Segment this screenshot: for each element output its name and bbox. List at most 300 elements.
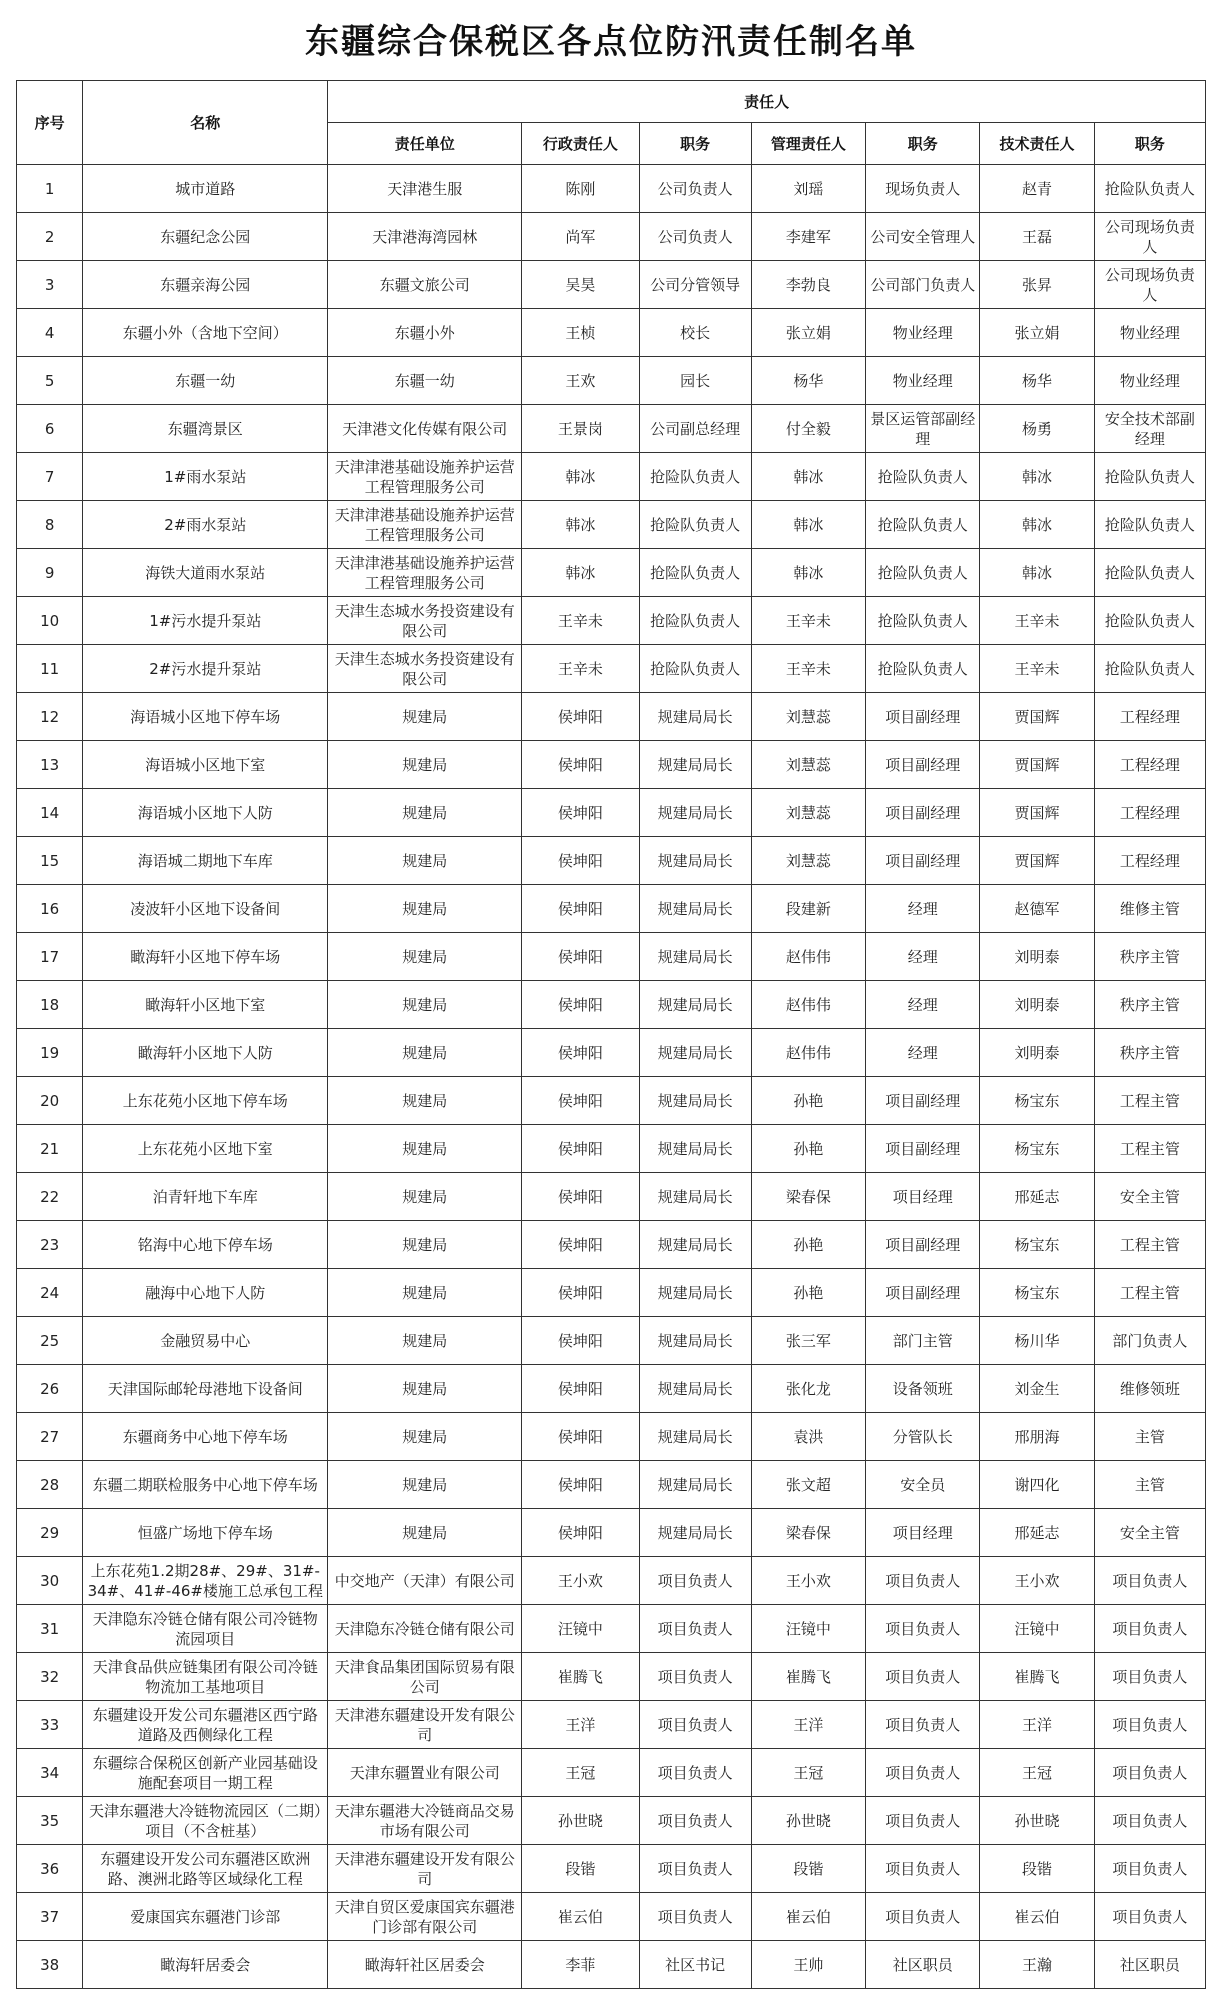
cell-tech: 赵青 [980, 165, 1094, 213]
cell-admin: 王欢 [522, 357, 639, 405]
cell-admin: 崔云伯 [522, 1893, 639, 1941]
table-row [17, 501, 1206, 549]
cell-mgmt-role: 项目副经理 [866, 1077, 980, 1125]
cell-name: 海语城二期地下车库 [83, 837, 328, 885]
cell-unit: 东疆文旅公司 [328, 261, 522, 309]
cell-unit: 规建局 [328, 741, 522, 789]
cell-name: 天津隐东冷链仓储有限公司冷链物流园项目 [83, 1605, 328, 1653]
table-row [17, 1701, 1206, 1749]
table-row [17, 597, 1206, 645]
cell-mgmt-role: 项目负责人 [866, 1605, 980, 1653]
cell-admin: 侯坤阳 [522, 789, 639, 837]
cell-name: 东疆建设开发公司东疆港区欧洲路、澳洲北路等区域绿化工程 [83, 1845, 328, 1893]
cell-mgmt-role: 项目负责人 [866, 1557, 980, 1605]
page-title: 东疆综合保税区各点位防汛责任制名单 [305, 22, 917, 62]
header-unit: 责任单位 [328, 123, 522, 165]
cell-tech: 杨宝东 [980, 1125, 1094, 1173]
cell-tech-role: 安全主管 [1094, 1173, 1205, 1221]
cell-seq: 26 [17, 1365, 83, 1413]
cell-seq: 35 [17, 1797, 83, 1845]
cell-admin-role: 项目负责人 [639, 1653, 751, 1701]
cell-seq: 25 [17, 1317, 83, 1365]
cell-unit: 规建局 [328, 1221, 522, 1269]
cell-tech-role: 秩序主管 [1094, 1029, 1205, 1077]
table-row [17, 1653, 1206, 1701]
cell-admin-role: 项目负责人 [639, 1845, 751, 1893]
cell-unit: 天津港海湾园林 [328, 213, 522, 261]
responsibility-table [16, 80, 1206, 1989]
cell-admin-role: 规建局局长 [639, 1221, 751, 1269]
cell-admin: 侯坤阳 [522, 885, 639, 933]
cell-admin: 侯坤阳 [522, 933, 639, 981]
cell-admin-role: 抢险队负责人 [639, 597, 751, 645]
cell-unit: 东疆小外 [328, 309, 522, 357]
cell-mgmt-role: 项目副经理 [866, 1125, 980, 1173]
cell-seq: 23 [17, 1221, 83, 1269]
cell-admin-role: 公司负责人 [639, 213, 751, 261]
cell-tech-role: 工程经理 [1094, 693, 1205, 741]
cell-seq: 15 [17, 837, 83, 885]
cell-admin: 侯坤阳 [522, 1413, 639, 1461]
cell-seq: 18 [17, 981, 83, 1029]
cell-mgmt-role: 设备领班 [866, 1365, 980, 1413]
cell-tech: 邢延志 [980, 1509, 1094, 1557]
cell-unit: 天津隐东冷链仓储有限公司 [328, 1605, 522, 1653]
cell-mgmt-role: 经理 [866, 1029, 980, 1077]
cell-seq: 9 [17, 549, 83, 597]
cell-admin-role: 规建局局长 [639, 1173, 751, 1221]
cell-tech-role: 物业经理 [1094, 309, 1205, 357]
table-row [17, 789, 1206, 837]
cell-tech: 张立娟 [980, 309, 1094, 357]
cell-tech-role: 工程主管 [1094, 1221, 1205, 1269]
cell-admin: 王冠 [522, 1749, 639, 1797]
cell-mgmt-role: 经理 [866, 933, 980, 981]
cell-tech-role: 秩序主管 [1094, 981, 1205, 1029]
cell-mgmt: 刘慧蕊 [751, 837, 865, 885]
cell-name: 东疆亲海公园 [83, 261, 328, 309]
cell-mgmt: 刘慧蕊 [751, 693, 865, 741]
cell-unit: 东疆一幼 [328, 357, 522, 405]
cell-name: 泊青轩地下车库 [83, 1173, 328, 1221]
cell-admin: 侯坤阳 [522, 1509, 639, 1557]
cell-admin: 侯坤阳 [522, 1125, 639, 1173]
table-row [17, 549, 1206, 597]
cell-tech: 段锴 [980, 1845, 1094, 1893]
cell-admin-role: 规建局局长 [639, 837, 751, 885]
cell-tech: 刘明泰 [980, 1029, 1094, 1077]
cell-seq: 16 [17, 885, 83, 933]
cell-admin: 韩冰 [522, 549, 639, 597]
cell-tech-role: 工程主管 [1094, 1269, 1205, 1317]
table-row [17, 645, 1206, 693]
cell-admin: 侯坤阳 [522, 1077, 639, 1125]
cell-tech: 王磊 [980, 213, 1094, 261]
cell-tech: 崔云伯 [980, 1893, 1094, 1941]
cell-tech: 王瀚 [980, 1941, 1094, 1989]
cell-admin: 李菲 [522, 1941, 639, 1989]
cell-name: 铭海中心地下停车场 [83, 1221, 328, 1269]
cell-mgmt: 孙艳 [751, 1077, 865, 1125]
cell-name: 融海中心地下人防 [83, 1269, 328, 1317]
cell-tech-role: 主管 [1094, 1413, 1205, 1461]
cell-unit: 天津食品集团国际贸易有限公司 [328, 1653, 522, 1701]
cell-mgmt-role: 物业经理 [866, 357, 980, 405]
cell-tech-role: 工程主管 [1094, 1077, 1205, 1125]
cell-admin-role: 规建局局长 [639, 885, 751, 933]
cell-admin-role: 规建局局长 [639, 1365, 751, 1413]
cell-tech: 赵德军 [980, 885, 1094, 933]
cell-unit: 天津津港基础设施养护运营工程管理服务公司 [328, 549, 522, 597]
cell-unit: 瞰海轩社区居委会 [328, 1941, 522, 1989]
cell-admin: 王辛未 [522, 597, 639, 645]
cell-seq: 34 [17, 1749, 83, 1797]
cell-unit: 规建局 [328, 1077, 522, 1125]
table-row [17, 1365, 1206, 1413]
cell-name: 上东花苑1.2期28#、29#、31#-34#、41#-46#楼施工总承包工程 [83, 1557, 328, 1605]
cell-seq: 5 [17, 357, 83, 405]
cell-seq: 2 [17, 213, 83, 261]
cell-mgmt: 杨华 [751, 357, 865, 405]
cell-seq: 22 [17, 1173, 83, 1221]
cell-tech-role: 项目负责人 [1094, 1893, 1205, 1941]
cell-admin-role: 规建局局长 [639, 1125, 751, 1173]
cell-admin-role: 规建局局长 [639, 693, 751, 741]
cell-tech-role: 维修领班 [1094, 1365, 1205, 1413]
cell-unit: 天津津港基础设施养护运营工程管理服务公司 [328, 501, 522, 549]
cell-unit: 规建局 [328, 1317, 522, 1365]
cell-mgmt-role: 抢险队负责人 [866, 597, 980, 645]
cell-unit: 规建局 [328, 1509, 522, 1557]
cell-admin: 侯坤阳 [522, 693, 639, 741]
cell-tech: 王冠 [980, 1749, 1094, 1797]
table-row [17, 1797, 1206, 1845]
table-row [17, 1749, 1206, 1797]
cell-mgmt-role: 项目经理 [866, 1509, 980, 1557]
cell-tech-role: 项目负责人 [1094, 1557, 1205, 1605]
cell-tech: 王辛未 [980, 645, 1094, 693]
cell-tech-role: 抢险队负责人 [1094, 453, 1205, 501]
cell-mgmt: 崔云伯 [751, 1893, 865, 1941]
cell-mgmt-role: 项目副经理 [866, 1221, 980, 1269]
cell-name: 东疆综合保税区创新产业园基础设施配套项目一期工程 [83, 1749, 328, 1797]
cell-tech: 王小欢 [980, 1557, 1094, 1605]
cell-tech: 杨宝东 [980, 1269, 1094, 1317]
cell-tech: 邢延志 [980, 1173, 1094, 1221]
cell-admin-role: 抢险队负责人 [639, 453, 751, 501]
cell-name: 1#污水提升泵站 [83, 597, 328, 645]
cell-mgmt-role: 安全员 [866, 1461, 980, 1509]
cell-admin: 侯坤阳 [522, 1269, 639, 1317]
cell-seq: 28 [17, 1461, 83, 1509]
cell-admin-role: 规建局局长 [639, 1029, 751, 1077]
cell-unit: 天津港东疆建设开发有限公司 [328, 1845, 522, 1893]
cell-admin-role: 项目负责人 [639, 1605, 751, 1653]
cell-unit: 天津港文化传媒有限公司 [328, 405, 522, 453]
cell-tech: 刘金生 [980, 1365, 1094, 1413]
cell-unit: 规建局 [328, 1125, 522, 1173]
cell-seq: 4 [17, 309, 83, 357]
cell-tech: 崔腾飞 [980, 1653, 1094, 1701]
cell-mgmt-role: 社区职员 [866, 1941, 980, 1989]
cell-unit: 天津生态城水务投资建设有限公司 [328, 597, 522, 645]
cell-tech: 韩冰 [980, 501, 1094, 549]
cell-mgmt-role: 现场负责人 [866, 165, 980, 213]
cell-mgmt: 付全毅 [751, 405, 865, 453]
cell-name: 东疆纪念公园 [83, 213, 328, 261]
cell-unit: 天津自贸区爱康国宾东疆港门诊部有限公司 [328, 1893, 522, 1941]
cell-mgmt: 梁春保 [751, 1509, 865, 1557]
cell-mgmt-role: 景区运管部副经理 [866, 405, 980, 453]
cell-admin: 王小欢 [522, 1557, 639, 1605]
cell-mgmt: 梁春保 [751, 1173, 865, 1221]
cell-seq: 33 [17, 1701, 83, 1749]
cell-tech: 韩冰 [980, 453, 1094, 501]
cell-tech-role: 社区职员 [1094, 1941, 1205, 1989]
cell-mgmt-role: 抢险队负责人 [866, 501, 980, 549]
cell-mgmt: 张立娟 [751, 309, 865, 357]
cell-mgmt-role: 分管队长 [866, 1413, 980, 1461]
cell-mgmt-role: 项目负责人 [866, 1893, 980, 1941]
cell-tech: 张昇 [980, 261, 1094, 309]
cell-tech-role: 物业经理 [1094, 357, 1205, 405]
cell-admin: 韩冰 [522, 501, 639, 549]
table-row [17, 453, 1206, 501]
cell-mgmt: 张文超 [751, 1461, 865, 1509]
cell-seq: 32 [17, 1653, 83, 1701]
table-row [17, 1413, 1206, 1461]
cell-admin-role: 抢险队负责人 [639, 501, 751, 549]
cell-mgmt: 孙艳 [751, 1269, 865, 1317]
cell-unit: 天津东疆置业有限公司 [328, 1749, 522, 1797]
cell-mgmt: 王辛未 [751, 597, 865, 645]
cell-mgmt-role: 项目副经理 [866, 741, 980, 789]
cell-admin-role: 规建局局长 [639, 1461, 751, 1509]
cell-admin: 崔腾飞 [522, 1653, 639, 1701]
cell-mgmt-role: 抢险队负责人 [866, 453, 980, 501]
cell-admin-role: 公司分管领导 [639, 261, 751, 309]
cell-unit: 规建局 [328, 1365, 522, 1413]
cell-seq: 38 [17, 1941, 83, 1989]
cell-mgmt: 韩冰 [751, 453, 865, 501]
table-row [17, 1509, 1206, 1557]
header-responsible: 责任人 [328, 81, 1206, 123]
table-row [17, 1029, 1206, 1077]
cell-mgmt-role: 项目副经理 [866, 789, 980, 837]
table-row [17, 1605, 1206, 1653]
cell-mgmt: 赵伟伟 [751, 933, 865, 981]
cell-tech: 韩冰 [980, 549, 1094, 597]
cell-tech-role: 项目负责人 [1094, 1653, 1205, 1701]
cell-unit: 中交地产（天津）有限公司 [328, 1557, 522, 1605]
cell-name: 2#污水提升泵站 [83, 645, 328, 693]
cell-mgmt: 张化龙 [751, 1365, 865, 1413]
table-row [17, 1557, 1206, 1605]
cell-tech: 杨川华 [980, 1317, 1094, 1365]
cell-name: 1#雨水泵站 [83, 453, 328, 501]
cell-mgmt: 王小欢 [751, 1557, 865, 1605]
cell-admin-role: 规建局局长 [639, 1269, 751, 1317]
cell-name: 东疆湾景区 [83, 405, 328, 453]
cell-seq: 7 [17, 453, 83, 501]
table-row [17, 309, 1206, 357]
cell-admin-role: 规建局局长 [639, 741, 751, 789]
cell-name: 凌波轩小区地下设备间 [83, 885, 328, 933]
cell-name: 瞰海轩小区地下室 [83, 981, 328, 1029]
cell-admin-role: 抢险队负责人 [639, 645, 751, 693]
table-row [17, 1941, 1206, 1989]
cell-mgmt: 王冠 [751, 1749, 865, 1797]
header-mgmt: 管理责任人 [751, 123, 865, 165]
cell-tech: 贾国辉 [980, 693, 1094, 741]
cell-admin: 侯坤阳 [522, 981, 639, 1029]
cell-name: 瞰海轩小区地下停车场 [83, 933, 328, 981]
cell-tech-role: 抢险队负责人 [1094, 597, 1205, 645]
cell-unit: 天津生态城水务投资建设有限公司 [328, 645, 522, 693]
cell-admin-role: 社区书记 [639, 1941, 751, 1989]
cell-unit: 规建局 [328, 981, 522, 1029]
cell-tech: 贾国辉 [980, 837, 1094, 885]
cell-seq: 14 [17, 789, 83, 837]
cell-mgmt-role: 项目负责人 [866, 1845, 980, 1893]
cell-name: 东疆商务中心地下停车场 [83, 1413, 328, 1461]
table-row [17, 933, 1206, 981]
table-row [17, 1893, 1206, 1941]
cell-admin: 侯坤阳 [522, 1365, 639, 1413]
cell-admin: 侯坤阳 [522, 837, 639, 885]
cell-tech: 杨宝东 [980, 1221, 1094, 1269]
cell-unit: 规建局 [328, 789, 522, 837]
cell-unit: 天津港生服 [328, 165, 522, 213]
cell-mgmt-role: 公司部门负责人 [866, 261, 980, 309]
table-row [17, 1077, 1206, 1125]
table-row [17, 357, 1206, 405]
table-row [17, 1845, 1206, 1893]
cell-tech-role: 抢险队负责人 [1094, 165, 1205, 213]
header-tech: 技术责任人 [980, 123, 1094, 165]
cell-admin: 汪镜中 [522, 1605, 639, 1653]
cell-mgmt: 王辛未 [751, 645, 865, 693]
cell-name: 城市道路 [83, 165, 328, 213]
cell-mgmt-role: 项目负责人 [866, 1797, 980, 1845]
cell-unit: 规建局 [328, 1173, 522, 1221]
table-row [17, 261, 1206, 309]
cell-tech: 谢四化 [980, 1461, 1094, 1509]
cell-tech-role: 公司现场负责人 [1094, 261, 1205, 309]
cell-tech-role: 安全主管 [1094, 1509, 1205, 1557]
cell-admin-role: 规建局局长 [639, 789, 751, 837]
table-row [17, 1173, 1206, 1221]
cell-mgmt: 赵伟伟 [751, 1029, 865, 1077]
cell-seq: 12 [17, 693, 83, 741]
cell-admin-role: 项目负责人 [639, 1749, 751, 1797]
cell-tech: 汪镜中 [980, 1605, 1094, 1653]
cell-admin: 段锴 [522, 1845, 639, 1893]
cell-tech: 王洋 [980, 1701, 1094, 1749]
cell-seq: 27 [17, 1413, 83, 1461]
cell-unit: 天津港东疆建设开发有限公司 [328, 1701, 522, 1749]
cell-tech: 邢朋海 [980, 1413, 1094, 1461]
table-row [17, 165, 1206, 213]
cell-admin: 王辛未 [522, 645, 639, 693]
cell-tech-role: 秩序主管 [1094, 933, 1205, 981]
cell-unit: 规建局 [328, 1413, 522, 1461]
cell-admin: 侯坤阳 [522, 1173, 639, 1221]
table-row [17, 1269, 1206, 1317]
cell-tech-role: 维修主管 [1094, 885, 1205, 933]
cell-mgmt: 张三军 [751, 1317, 865, 1365]
cell-tech-role: 工程经理 [1094, 789, 1205, 837]
header-mgmt-role: 职务 [866, 123, 980, 165]
cell-seq: 1 [17, 165, 83, 213]
cell-admin: 韩冰 [522, 453, 639, 501]
cell-name: 东疆一幼 [83, 357, 328, 405]
table-row [17, 213, 1206, 261]
cell-admin: 吴昊 [522, 261, 639, 309]
cell-mgmt-role: 项目负责人 [866, 1653, 980, 1701]
cell-seq: 8 [17, 501, 83, 549]
cell-admin-role: 规建局局长 [639, 1509, 751, 1557]
header-admin-role: 职务 [639, 123, 751, 165]
cell-name: 天津食品供应链集团有限公司冷链物流加工基地项目 [83, 1653, 328, 1701]
cell-admin-role: 规建局局长 [639, 933, 751, 981]
cell-name: 海铁大道雨水泵站 [83, 549, 328, 597]
header-tech-role: 职务 [1094, 123, 1205, 165]
table-row [17, 1317, 1206, 1365]
cell-seq: 36 [17, 1845, 83, 1893]
cell-name: 东疆二期联检服务中心地下停车场 [83, 1461, 328, 1509]
cell-tech: 贾国辉 [980, 789, 1094, 837]
cell-tech: 刘明泰 [980, 981, 1094, 1029]
cell-mgmt: 崔腾飞 [751, 1653, 865, 1701]
table-row [17, 693, 1206, 741]
table-row [17, 405, 1206, 453]
cell-seq: 13 [17, 741, 83, 789]
cell-seq: 6 [17, 405, 83, 453]
cell-seq: 24 [17, 1269, 83, 1317]
cell-tech-role: 主管 [1094, 1461, 1205, 1509]
table-row [17, 885, 1206, 933]
cell-tech: 杨勇 [980, 405, 1094, 453]
cell-tech-role: 工程主管 [1094, 1125, 1205, 1173]
cell-unit: 天津津港基础设施养护运营工程管理服务公司 [328, 453, 522, 501]
cell-name: 上东花苑小区地下停车场 [83, 1077, 328, 1125]
cell-mgmt-role: 经理 [866, 981, 980, 1029]
cell-unit: 规建局 [328, 933, 522, 981]
cell-seq: 10 [17, 597, 83, 645]
cell-admin-role: 抢险队负责人 [639, 549, 751, 597]
cell-mgmt-role: 项目负责人 [866, 1701, 980, 1749]
cell-tech: 孙世晓 [980, 1797, 1094, 1845]
cell-admin-role: 规建局局长 [639, 981, 751, 1029]
cell-mgmt: 韩冰 [751, 501, 865, 549]
cell-mgmt: 王帅 [751, 1941, 865, 1989]
cell-admin: 侯坤阳 [522, 1029, 639, 1077]
cell-tech: 刘明泰 [980, 933, 1094, 981]
cell-tech-role: 项目负责人 [1094, 1701, 1205, 1749]
cell-name: 金融贸易中心 [83, 1317, 328, 1365]
cell-tech-role: 抢险队负责人 [1094, 501, 1205, 549]
header-seq: 序号 [17, 81, 83, 165]
header-name: 名称 [83, 81, 328, 165]
cell-mgmt-role: 项目副经理 [866, 693, 980, 741]
cell-name: 天津国际邮轮母港地下设备间 [83, 1365, 328, 1413]
cell-admin: 尚军 [522, 213, 639, 261]
cell-name: 东疆建设开发公司东疆港区西宁路道路及西侧绿化工程 [83, 1701, 328, 1749]
cell-seq: 20 [17, 1077, 83, 1125]
cell-mgmt: 段建新 [751, 885, 865, 933]
cell-mgmt-role: 部门主管 [866, 1317, 980, 1365]
